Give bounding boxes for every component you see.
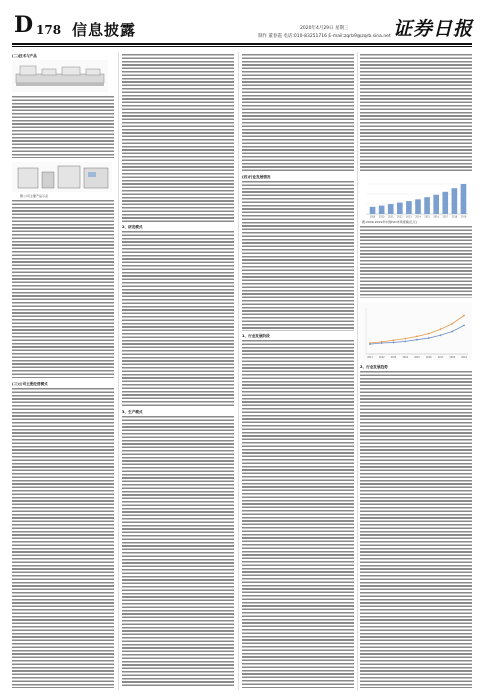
x-tick-label: 2016	[433, 215, 439, 218]
column-divider	[118, 52, 119, 690]
date-line: 2020年4月29日 星期三	[300, 26, 349, 31]
page-letter: D	[14, 12, 34, 38]
column-2-subheading: 3、生产模式	[122, 410, 143, 414]
instrument-row-illustration	[12, 162, 112, 192]
column-divider	[238, 52, 239, 690]
x-tick-label: 2015	[414, 356, 420, 359]
bar-chart-svg	[360, 174, 472, 218]
x-tick-label: 2017	[442, 215, 449, 218]
data-point	[463, 325, 465, 327]
column-3-heading: (四)行业发展情况	[242, 175, 271, 179]
product-figure-2	[12, 162, 112, 192]
x-tick-label: 2012	[397, 215, 403, 218]
x-tick-label: 2014	[402, 356, 409, 359]
bar-2009	[370, 207, 376, 214]
header-rule	[12, 43, 472, 45]
body-text-block	[122, 54, 234, 222]
body-text-block	[122, 231, 234, 407]
bar-2018	[452, 188, 458, 214]
x-tick-label: 2019	[461, 356, 467, 359]
article-column-4	[360, 52, 472, 690]
bar-2019	[461, 184, 467, 214]
body-text-block	[242, 54, 354, 172]
body-text-block	[360, 371, 472, 688]
data-point	[416, 336, 418, 338]
x-tick-label: 2019	[460, 215, 467, 218]
x-tick-label: 2013	[390, 356, 397, 359]
data-point	[381, 342, 383, 344]
data-point	[393, 339, 395, 341]
body-text-block	[360, 226, 472, 298]
masthead-logo: 证券日报	[393, 18, 474, 40]
body-text-block	[360, 54, 472, 172]
data-point	[440, 328, 442, 330]
x-tick-label: 2015	[424, 215, 430, 218]
data-point	[428, 337, 430, 339]
x-tick-label: 2017	[437, 356, 444, 359]
bar-2015	[424, 197, 430, 214]
bar-2013	[406, 201, 412, 214]
page-header	[0, 0, 484, 44]
x-tick-label: 2011	[367, 356, 373, 359]
data-point	[440, 334, 442, 336]
column-3-subheading: 1、行业发展阶段	[242, 334, 270, 338]
article-column-2	[122, 52, 234, 690]
bar-2016	[433, 195, 439, 214]
figure-caption: 图:公司主要产品示意	[20, 194, 49, 198]
chart-caption: 图:2009-2019年中国IVD市场规模(亿元)	[362, 220, 417, 224]
product-figure-1	[12, 60, 108, 92]
bar-2010	[379, 206, 385, 214]
column-divider	[357, 52, 358, 690]
data-point	[404, 340, 406, 342]
data-point	[369, 343, 371, 345]
x-tick-label: 2010	[378, 215, 385, 218]
x-tick-label: 2018	[451, 215, 458, 218]
x-tick-label: 2014	[415, 215, 421, 218]
column-4-heading: 2、行业发展趋势	[360, 365, 388, 369]
column-1-heading: (二)技术与产品	[12, 54, 37, 58]
header-rule-thin	[12, 46, 472, 47]
x-tick-label: 2012	[378, 356, 385, 359]
growth-line-chart	[360, 302, 472, 360]
bar-2014	[415, 199, 421, 214]
x-tick-label: 2009	[369, 215, 376, 218]
x-tick-label: 2016	[425, 356, 432, 359]
x-tick-label: 2018	[449, 356, 456, 359]
article-column-1	[12, 52, 114, 690]
article-column-3	[242, 52, 354, 690]
page-number: 178	[36, 23, 62, 37]
data-point	[463, 315, 465, 317]
data-point	[428, 333, 430, 335]
column-2-heading: 2、研发模式	[122, 225, 143, 229]
body-text-block	[242, 340, 354, 688]
line-chart-svg	[360, 302, 472, 360]
market-size-bar-chart	[360, 174, 472, 218]
bar-2012	[397, 203, 403, 214]
x-tick-label: 2011	[387, 215, 394, 218]
data-point	[393, 342, 395, 344]
bar-2011	[388, 204, 394, 214]
data-point	[451, 323, 453, 325]
section-title: 信息披露	[72, 21, 137, 39]
body-text-block	[12, 200, 114, 378]
data-point	[404, 338, 406, 340]
body-text-block	[12, 96, 114, 158]
data-point	[451, 331, 453, 333]
contact-line: 制作 董春霞 电话:010-83251716 E-mail:zqrb9@zqrb.sina.net	[258, 34, 391, 39]
column-1-subheading: (三)公司主要经营模式	[12, 382, 48, 386]
x-tick-label: 2013	[406, 215, 412, 218]
bar-2017	[442, 192, 448, 214]
body-text-block	[122, 416, 234, 688]
analyzer-line-illustration	[12, 60, 108, 92]
data-point	[416, 339, 418, 341]
body-text-block	[242, 181, 354, 331]
body-text-block	[12, 388, 114, 688]
